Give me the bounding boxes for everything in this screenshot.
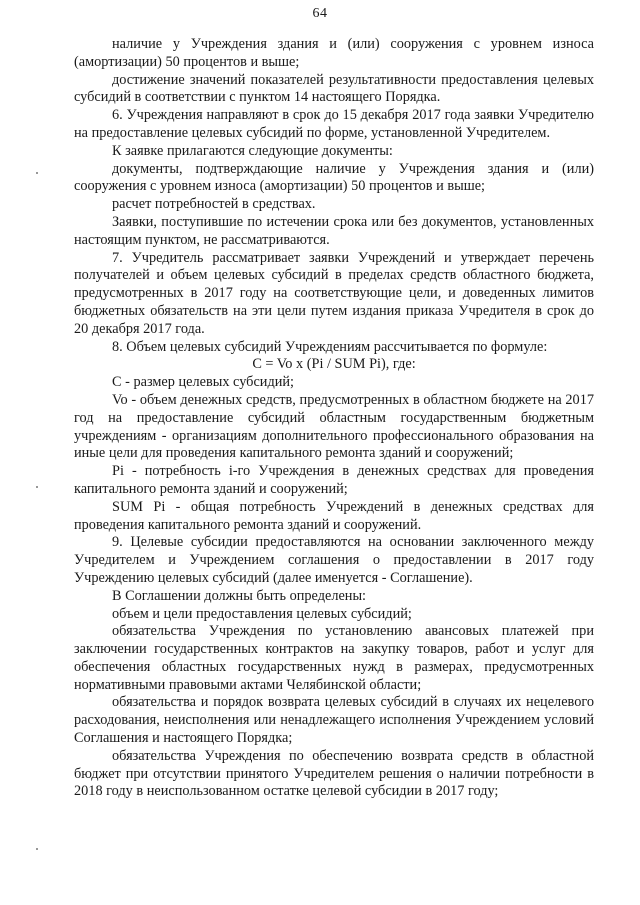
paragraph-3: 6. Учреждения направляют в срок до 15 декабря 2017 года заявки Учредителю на предоставление целевых субсидий по форме, установленной Учредителем.	[74, 107, 594, 141]
paragraph-14: 9. Целевые субсидии предоставляются на основании заключенного между Учредителем и Учреждением соглашения о предоставлении в 2017 году Учреждению целевых субсидий (далее именуется - Соглашение).	[74, 534, 594, 586]
paragraph-6: расчет потребностей в средствах.	[112, 196, 316, 213]
paragraph-17: обязательства Учреждения по установлению авансовых платежей при заключении государственных контрактов на закупку товаров, работ и услуг для обеспечения областных государственных нужд в размерах, предусмотренных нормативными правовыми актами Челябинской области;	[74, 623, 594, 693]
paragraph-5: документы, подтверждающие наличие у Учреждения здания и (или) сооружения с уровнем износа (амортизации) 50 процентов и выше;	[74, 160, 594, 195]
margin-mark	[36, 486, 38, 488]
paragraph-13: SUM Pi - общая потребность Учреждений в денежных средствах для проведения капитального ремонта зданий и сооружений.	[74, 498, 594, 533]
paragraph-2: достижение значений показателей результативности предоставления целевых субсидий в соответствии с пунктом 14 настоящего Порядка.	[74, 71, 594, 106]
paragraph-7: Заявки, поступившие по истечении срока или без документов, установленных настоящим пунктом, не рассматриваются.	[74, 213, 594, 248]
paragraph-10: С - размер целевых субсидий;	[112, 374, 294, 391]
page-number: 64	[312, 6, 328, 21]
paragraph-12: Pi - потребность i-го Учреждения в денежных средствах для проведения капитального ремонта зданий и сооружений;	[74, 463, 594, 497]
paragraph-9: 8. Объем целевых субсидий Учреждениям рассчитывается по формуле:	[112, 338, 548, 355]
document-body	[74, 36, 594, 801]
paragraph-18: обязательства и порядок возврата целевых субсидий в случаях их нецелевого расходования, неисполнения или ненадлежащего исполнения Учреждением условий Соглашения и настоящего Порядка;	[74, 694, 594, 747]
paragraph-15: В Соглашении должны быть определены:	[112, 587, 367, 604]
paragraph-11: Vo - объем денежных средств, предусмотренных в областном бюджете на 2017 год на предоставление субсидий областным государственным бюджетным учреждениям - организациям дополнительного профессионального образования на иные цели для проведения капитального ремонта зданий и сооружений;	[74, 391, 594, 462]
paragraph-4: К заявке прилагаются следующие документы:	[112, 142, 393, 159]
paragraph-19: обязательства Учреждения по обеспечению возврата средств в областной бюджет при отсутствии принятого Учредителем решения о наличии потребности в 2018 году в неиспользованном остатке целевой субсидии в 2017 году;	[74, 747, 594, 800]
paragraph-1: наличие у Учреждения здания и (или) сооружения с уровнем износа (амортизации) 50 процентов и выше;	[74, 36, 594, 70]
formula: C = Vo x (Pi / SUM Pi), где:	[252, 356, 416, 373]
margin-mark	[36, 848, 38, 850]
paragraph-16: объем и цели предоставления целевых субсидий;	[112, 605, 412, 622]
margin-mark	[36, 172, 38, 174]
paragraph-8: 7. Учредитель рассматривает заявки Учреждений и утверждает перечень получателей и объем целевых субсидий в пределах средств областного бюджета, предусмотренных в 2017 году на соответствующие цели, и доведенных лимитов бюджетных обязательств на эти цели путем издания приказа Учредителя в срок до 20 декабря 2017 года.	[74, 249, 594, 337]
